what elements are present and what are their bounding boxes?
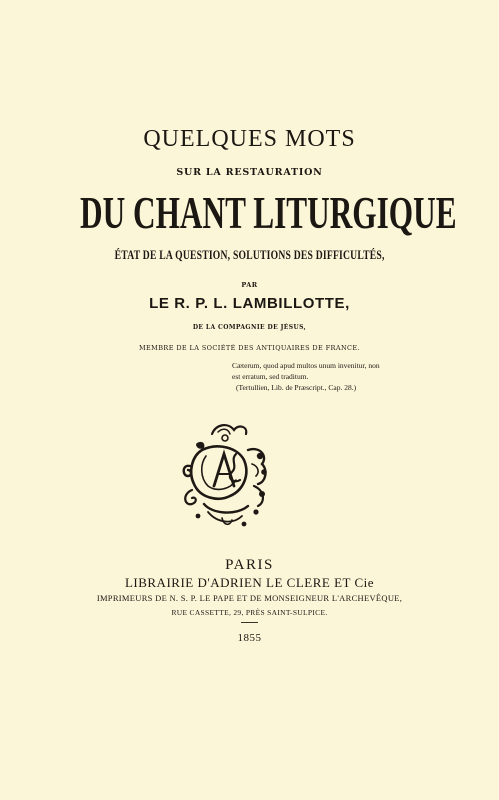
par-label: PAR (241, 281, 258, 289)
title-line-1: QUELQUES MOTS (143, 126, 356, 152)
monogram-emblem-icon (178, 420, 274, 532)
subtitle: ÉTAT DE LA QUESTION, SOLUTIONS DES DIFFICULTÉS, (114, 247, 385, 262)
imprint-publisher: LIBRAIRIE D'ADRIEN LE CLERE ET Cie (124, 575, 375, 590)
main-title: DU CHANT LITURGIQUE (80, 187, 457, 238)
epigraph (232, 360, 382, 393)
epigraph-line-1: Cæterum, quod apud multos unum invenitur, non (232, 361, 380, 370)
epigraph-citation: (Tertullien, Lib. de Præscript., Cap. 28.) (236, 383, 357, 392)
author-membership: MEMBRE DE LA SOCIÉTÉ DES ANTIQUAIRES DE FRANCE. (138, 344, 361, 352)
imprint-city: PARIS (225, 557, 274, 573)
imprint-year: 1855 (237, 632, 262, 644)
imprint-address: RUE CASSETTE, 29, PRÈS SAINT-SULPICE. (171, 608, 328, 617)
author-name: LE R. P. L. LAMBILLOTTE, (149, 295, 350, 312)
author-affiliation: DE LA COMPAGNIE DE JÉSUS, (192, 324, 307, 331)
divider (241, 622, 258, 623)
imprint-printer: IMPRIMEURS DE N. S. P. LE PAPE ET DE MONSEIGNEUR L'ARCHEVÊQUE, (96, 593, 403, 603)
title-line-2: SUR LA RESTAURATION (176, 167, 323, 178)
epigraph-line-2: est erratum, sed traditum. (232, 372, 309, 381)
